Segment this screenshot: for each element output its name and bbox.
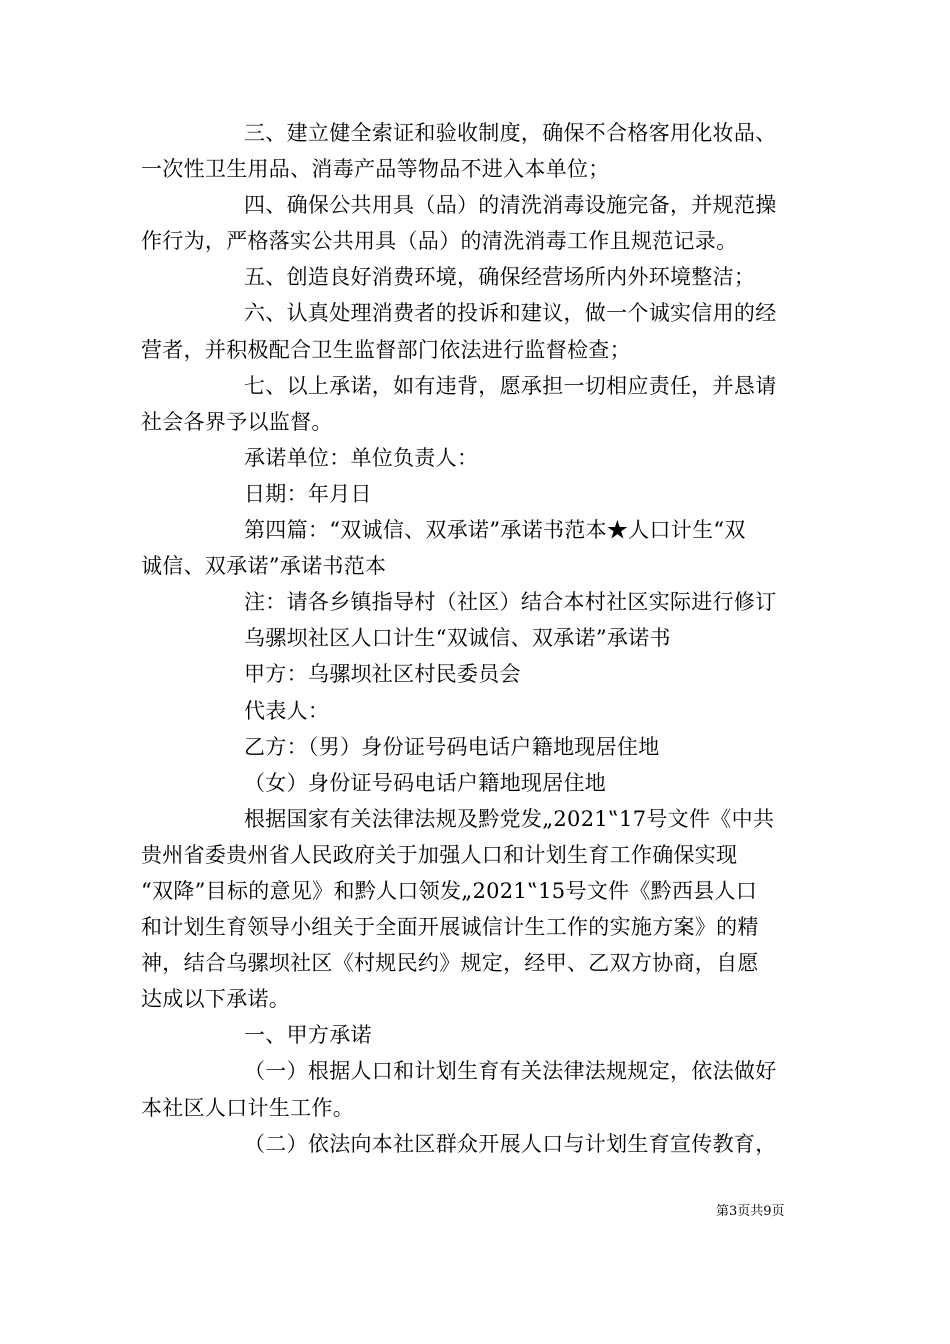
text-line: （二）依法向本社区群众开展人口与计划生育宣传教育， [244, 1131, 777, 1156]
text-line: 和计划生育领导小组关于全面开展诚信计生工作的实施方案》的精 [141, 915, 759, 940]
text-line: 乙方：（男）身份证号码电话户籍地现居住地 [244, 734, 660, 759]
text-line: 四、确保公共用具（品）的清洗消毒设施完备，并规范操 [244, 193, 777, 218]
text-line: 承诺单位：单位负责人： [244, 445, 479, 470]
text-line: 营者，并积极配合卫生监督部门依法进行监督检查； [141, 337, 631, 362]
text-line: 注：请各乡镇指导村（社区）结合本村社区实际进行修订 [244, 590, 777, 615]
text-line: 日期：年月日 [244, 481, 372, 506]
text-line: 一、甲方承诺 [244, 1023, 372, 1048]
text-line: 社会各界予以监督。 [141, 409, 333, 434]
text-line: （女）身份证号码电话户籍地现居住地 [244, 770, 607, 795]
text-line: 七、以上承诺，如有违背，愿承担一切相应责任，并恳请 [244, 373, 777, 398]
text-line: 贵州省委贵州省人民政府关于加强人口和计划生育工作确保实现 [141, 842, 738, 867]
document-body [141, 115, 811, 1162]
text-line: 乌骡坝社区人口计生“双诚信、双承诺”承诺书 [244, 626, 671, 651]
text-line: 三、建立健全索证和验收制度，确保不合格客用化妆品、 [244, 121, 777, 145]
text-line: 诚信、双承诺”承诺书范本 [141, 554, 387, 579]
text-line: 五、创造良好消费环境，确保经营场所内外环境整洁； [244, 265, 756, 290]
text-line: “双降”目标的意见》和黔人口领发„2021‟15号文件《黔西县人口 [141, 878, 758, 903]
text-line: 根据国家有关法律法规及黔党发„2021‟17号文件《中共 [244, 806, 775, 831]
text-line: 达成以下承诺。 [141, 987, 291, 1012]
text-line: 六、认真处理消费者的投诉和建议，做一个诚实信用的经 [244, 301, 777, 326]
text-line: 一次性卫生用品、消毒产品等物品不进入本单位； [141, 157, 610, 182]
text-line: 甲方：乌骡坝社区村民委员会 [244, 662, 521, 687]
text-line: 作行为，严格落实公共用具（品）的清洗消毒工作且规范记录。 [141, 229, 738, 254]
text-line: 神，结合乌骡坝社区《村规民约》规定，经甲、乙双方协商，自愿 [141, 951, 759, 976]
text-line: 第四篇：“双诚信、双承诺”承诺书范本★人口计生“双 [244, 518, 746, 543]
text-line: 本社区人口计生工作。 [141, 1095, 354, 1120]
text-line: 代表人： [244, 698, 330, 723]
page-number: 第3页共9页 [716, 1204, 785, 1219]
text-line: （一）根据人口和计划生育有关法律法规规定，依法做好 [244, 1059, 777, 1084]
